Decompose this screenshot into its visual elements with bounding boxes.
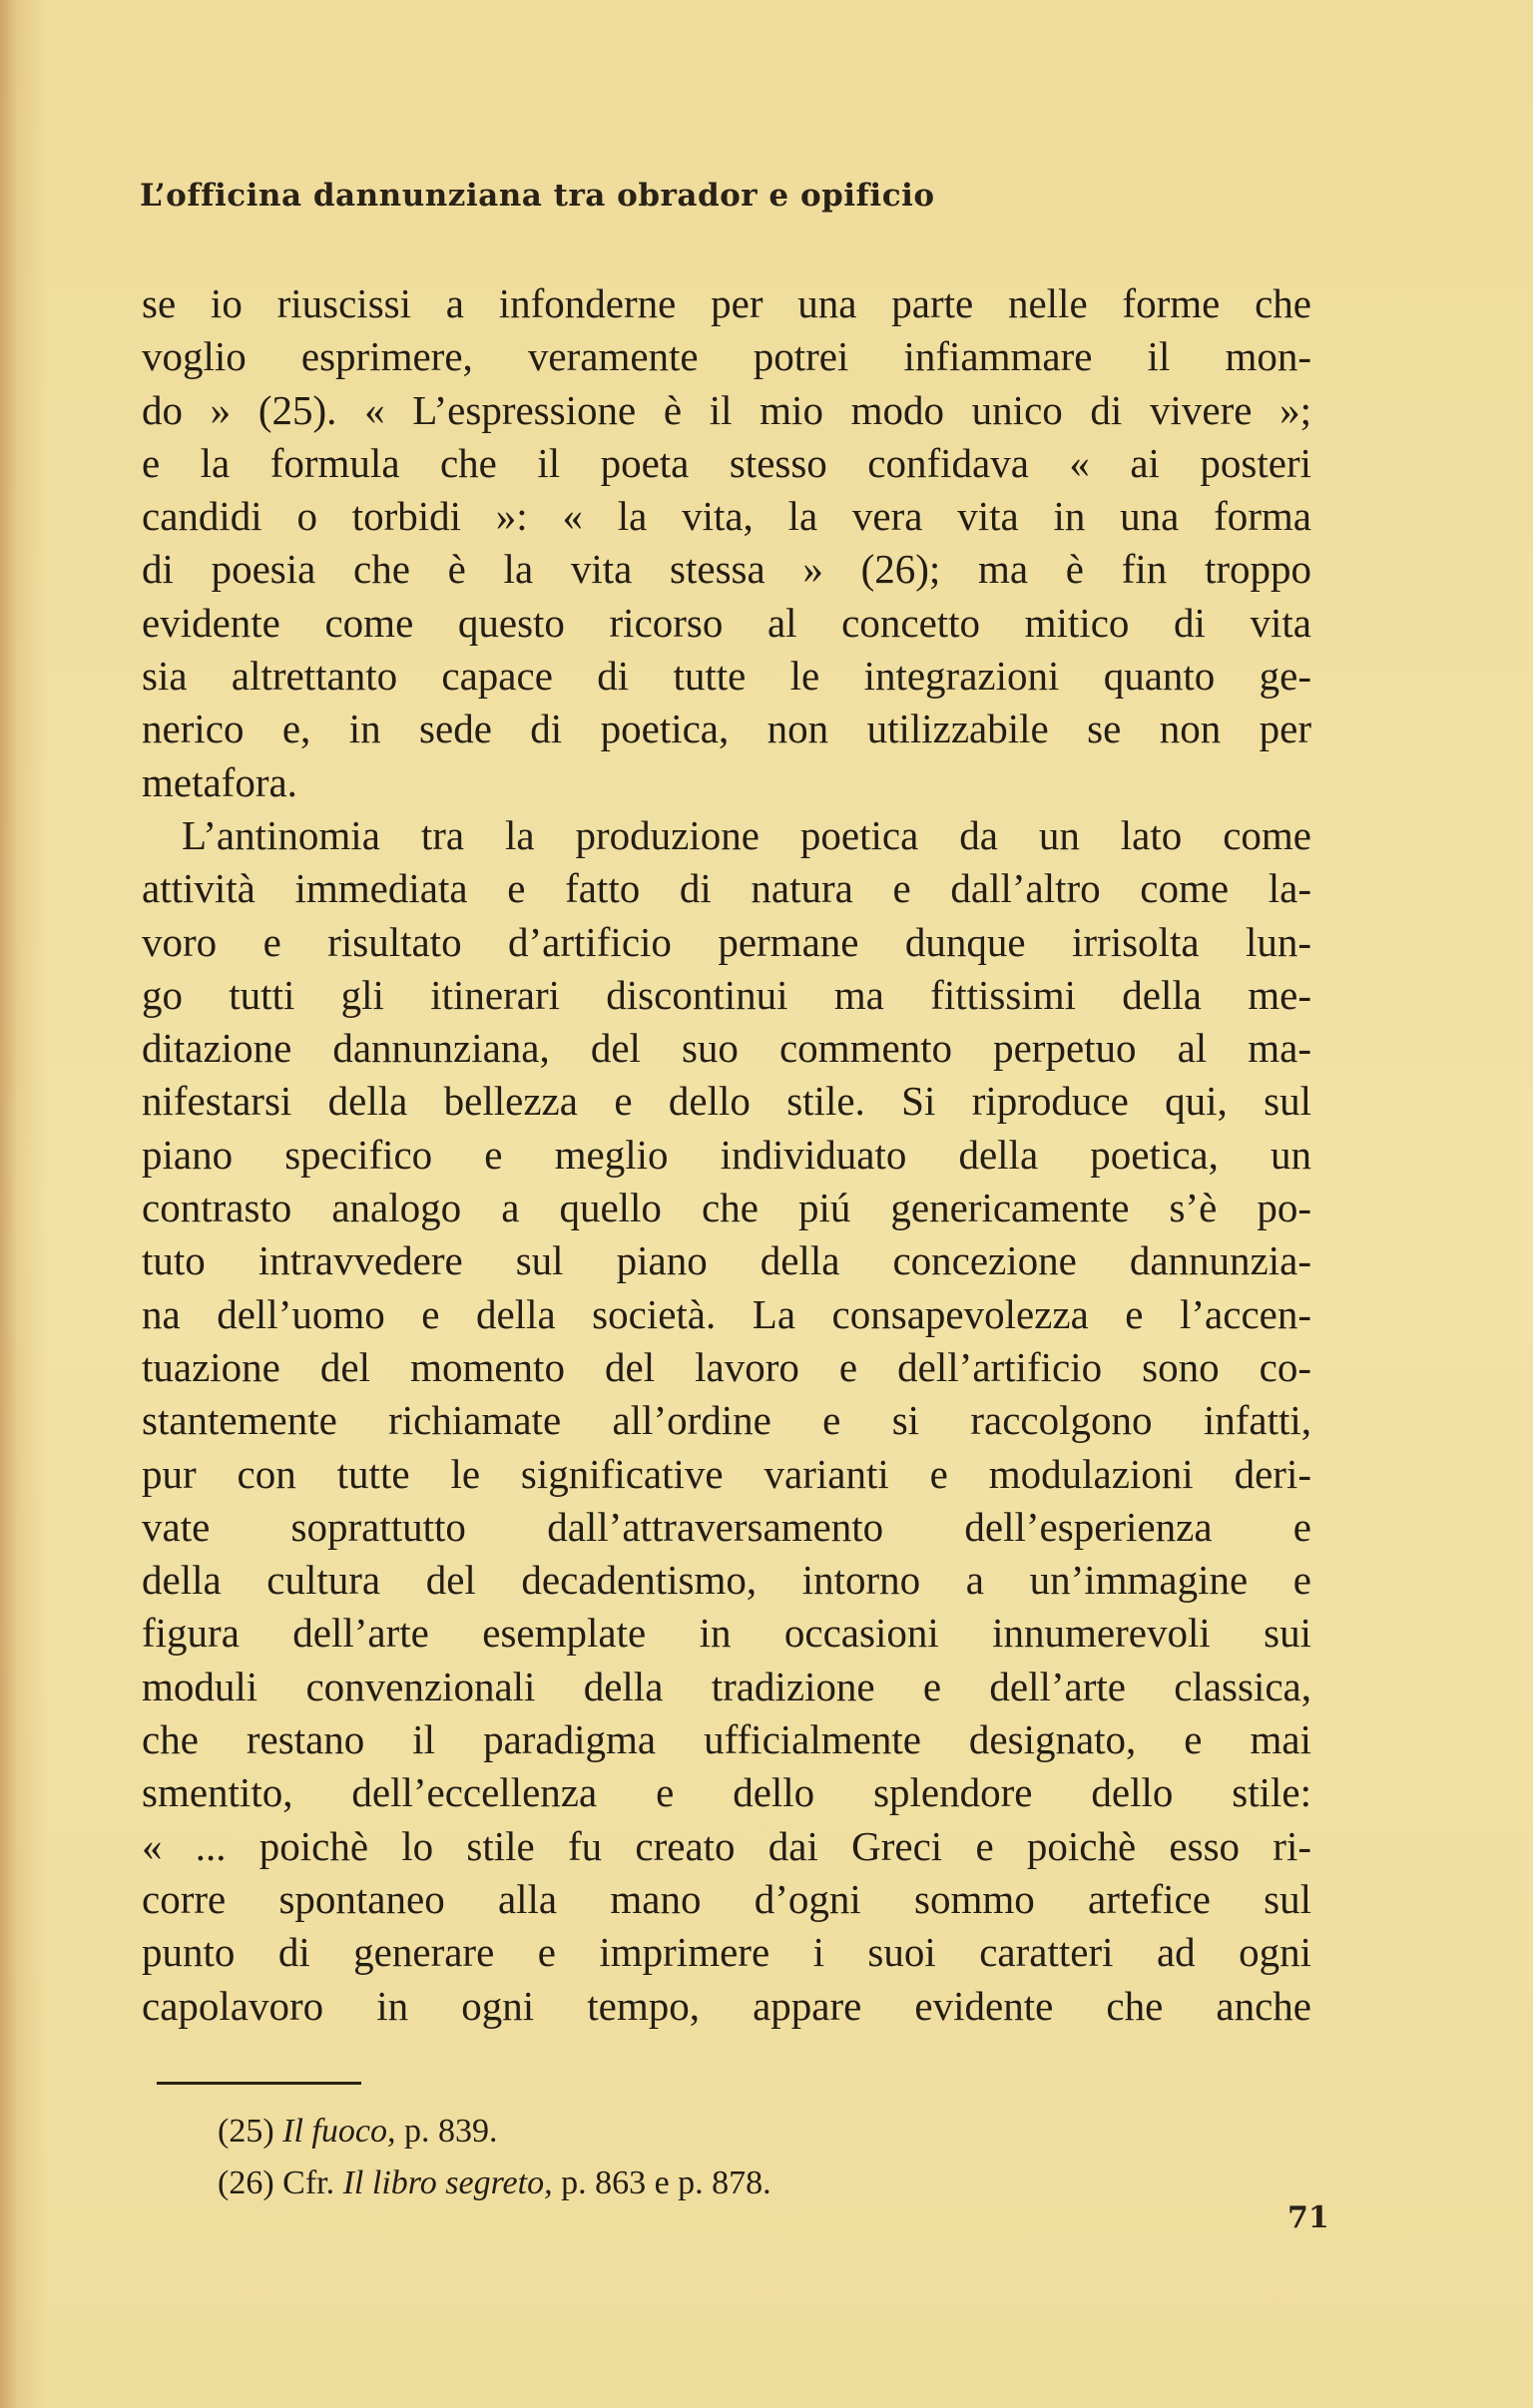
- text-line: e la formula che il poeta stesso confidava « ai posteri: [142, 439, 1311, 486]
- text-line: se io riuscissi a infonderne per una parte nelle forme che: [142, 280, 1311, 326]
- text-line: smentito, dell’eccellenza e dello splendore dello stile:: [142, 1769, 1311, 1816]
- text-line: voro e risultato d’artificio permane dunque irrisolta lun-: [142, 918, 1311, 965]
- text-line: sia altrettanto capace di tutte le integrazioni quanto ge-: [142, 653, 1311, 700]
- text-line: voglio esprimere, veramente potrei infiammare il mon-: [142, 333, 1311, 380]
- text-line: nerico e, in sede di poetica, non utilizzabile se non per: [142, 706, 1311, 752]
- text-line: ditazione dannunziana, del suo commento perpetuo al ma-: [142, 1025, 1311, 1072]
- text-line: che restano il paradigma ufficialmente designato, e mai: [142, 1716, 1311, 1763]
- text-line: stantemente richiamate all’ordine e si raccolgono infatti,: [142, 1397, 1311, 1444]
- running-head: L’officina dannunziana tra obrador e opificio: [140, 178, 935, 214]
- text-line: na dell’uomo e della società. La consapevolezza e l’accen-: [142, 1290, 1311, 1337]
- text-line: evidente come questo ricorso al concetto mitico di vita: [142, 599, 1311, 646]
- footnote-25: [218, 2106, 771, 2158]
- text-line: candidi o torbidi »: « la vita, la vera vita in una forma: [142, 493, 1311, 540]
- footnote-text: p. 839.: [395, 2113, 498, 2150]
- footnotes: [218, 2106, 771, 2209]
- text-line: tuazione del momento del lavoro e dell’artificio sono co-: [142, 1343, 1311, 1390]
- text-line-paragraph-start: L’antinomia tra la produzione poetica da un lato come: [182, 811, 1311, 858]
- footnote-title: Il fuoco,: [282, 2113, 396, 2150]
- text-line: moduli convenzionali della tradizione e dell’arte classica,: [142, 1663, 1311, 1709]
- footnote-divider: [157, 2082, 361, 2085]
- text-line: pur con tutte le significative varianti e modulazioni deri-: [142, 1450, 1311, 1497]
- text-line: punto di generare e imprimere i suoi caratteri ad ogni: [142, 1929, 1311, 1976]
- text-line: metafora.: [142, 758, 297, 805]
- body-text: [142, 277, 1311, 2033]
- text-line: della cultura del decadentismo, intorno a un’immagine e: [142, 1557, 1311, 1604]
- text-line: corre spontaneo alla mano d’ogni sommo artefice sul: [142, 1875, 1311, 1922]
- text-line: tuto intravvedere sul piano della concezione dannunzia-: [142, 1237, 1311, 1284]
- text-line: « ... poichè lo stile fu creato dai Greci e poichè esso ri-: [142, 1822, 1311, 1869]
- text-line: attività immediata e fatto di natura e dall’altro come la-: [142, 865, 1311, 912]
- text-line: figura dell’arte esemplate in occasioni innumerevoli sui: [142, 1610, 1311, 1657]
- text-line: do » (25). « L’espressione è il mio modo unico di vivere »;: [142, 386, 1311, 433]
- footnote-text: p. 863 e p. 878.: [552, 2165, 771, 2201]
- text-line: piano specifico e meglio individuato della poetica, un: [142, 1131, 1311, 1178]
- footnote-number: (25): [218, 2113, 274, 2150]
- footnote-prefix: Cfr.: [282, 2165, 343, 2201]
- text-line: capolavoro in ogni tempo, appare evidente che anche: [142, 1982, 1311, 2029]
- text-line: di poesia che è la vita stessa » (26); ma è fin troppo: [142, 546, 1311, 593]
- text-line: go tutti gli itinerari discontinui ma fittissimi della me-: [142, 971, 1311, 1018]
- footnote-26: [218, 2158, 771, 2209]
- text-line: vate soprattutto dall’attraversamento dell’esperienza e: [142, 1503, 1311, 1550]
- footnote-title: Il libro segreto,: [342, 2165, 553, 2201]
- text-line: contrasto analogo a quello che piú genericamente s’è po-: [142, 1185, 1311, 1231]
- footnote-number: (26): [218, 2165, 274, 2201]
- page-number: 71: [1287, 2200, 1329, 2235]
- text-line: nifestarsi della bellezza e dello stile. Si riproduce qui, sul: [142, 1078, 1311, 1125]
